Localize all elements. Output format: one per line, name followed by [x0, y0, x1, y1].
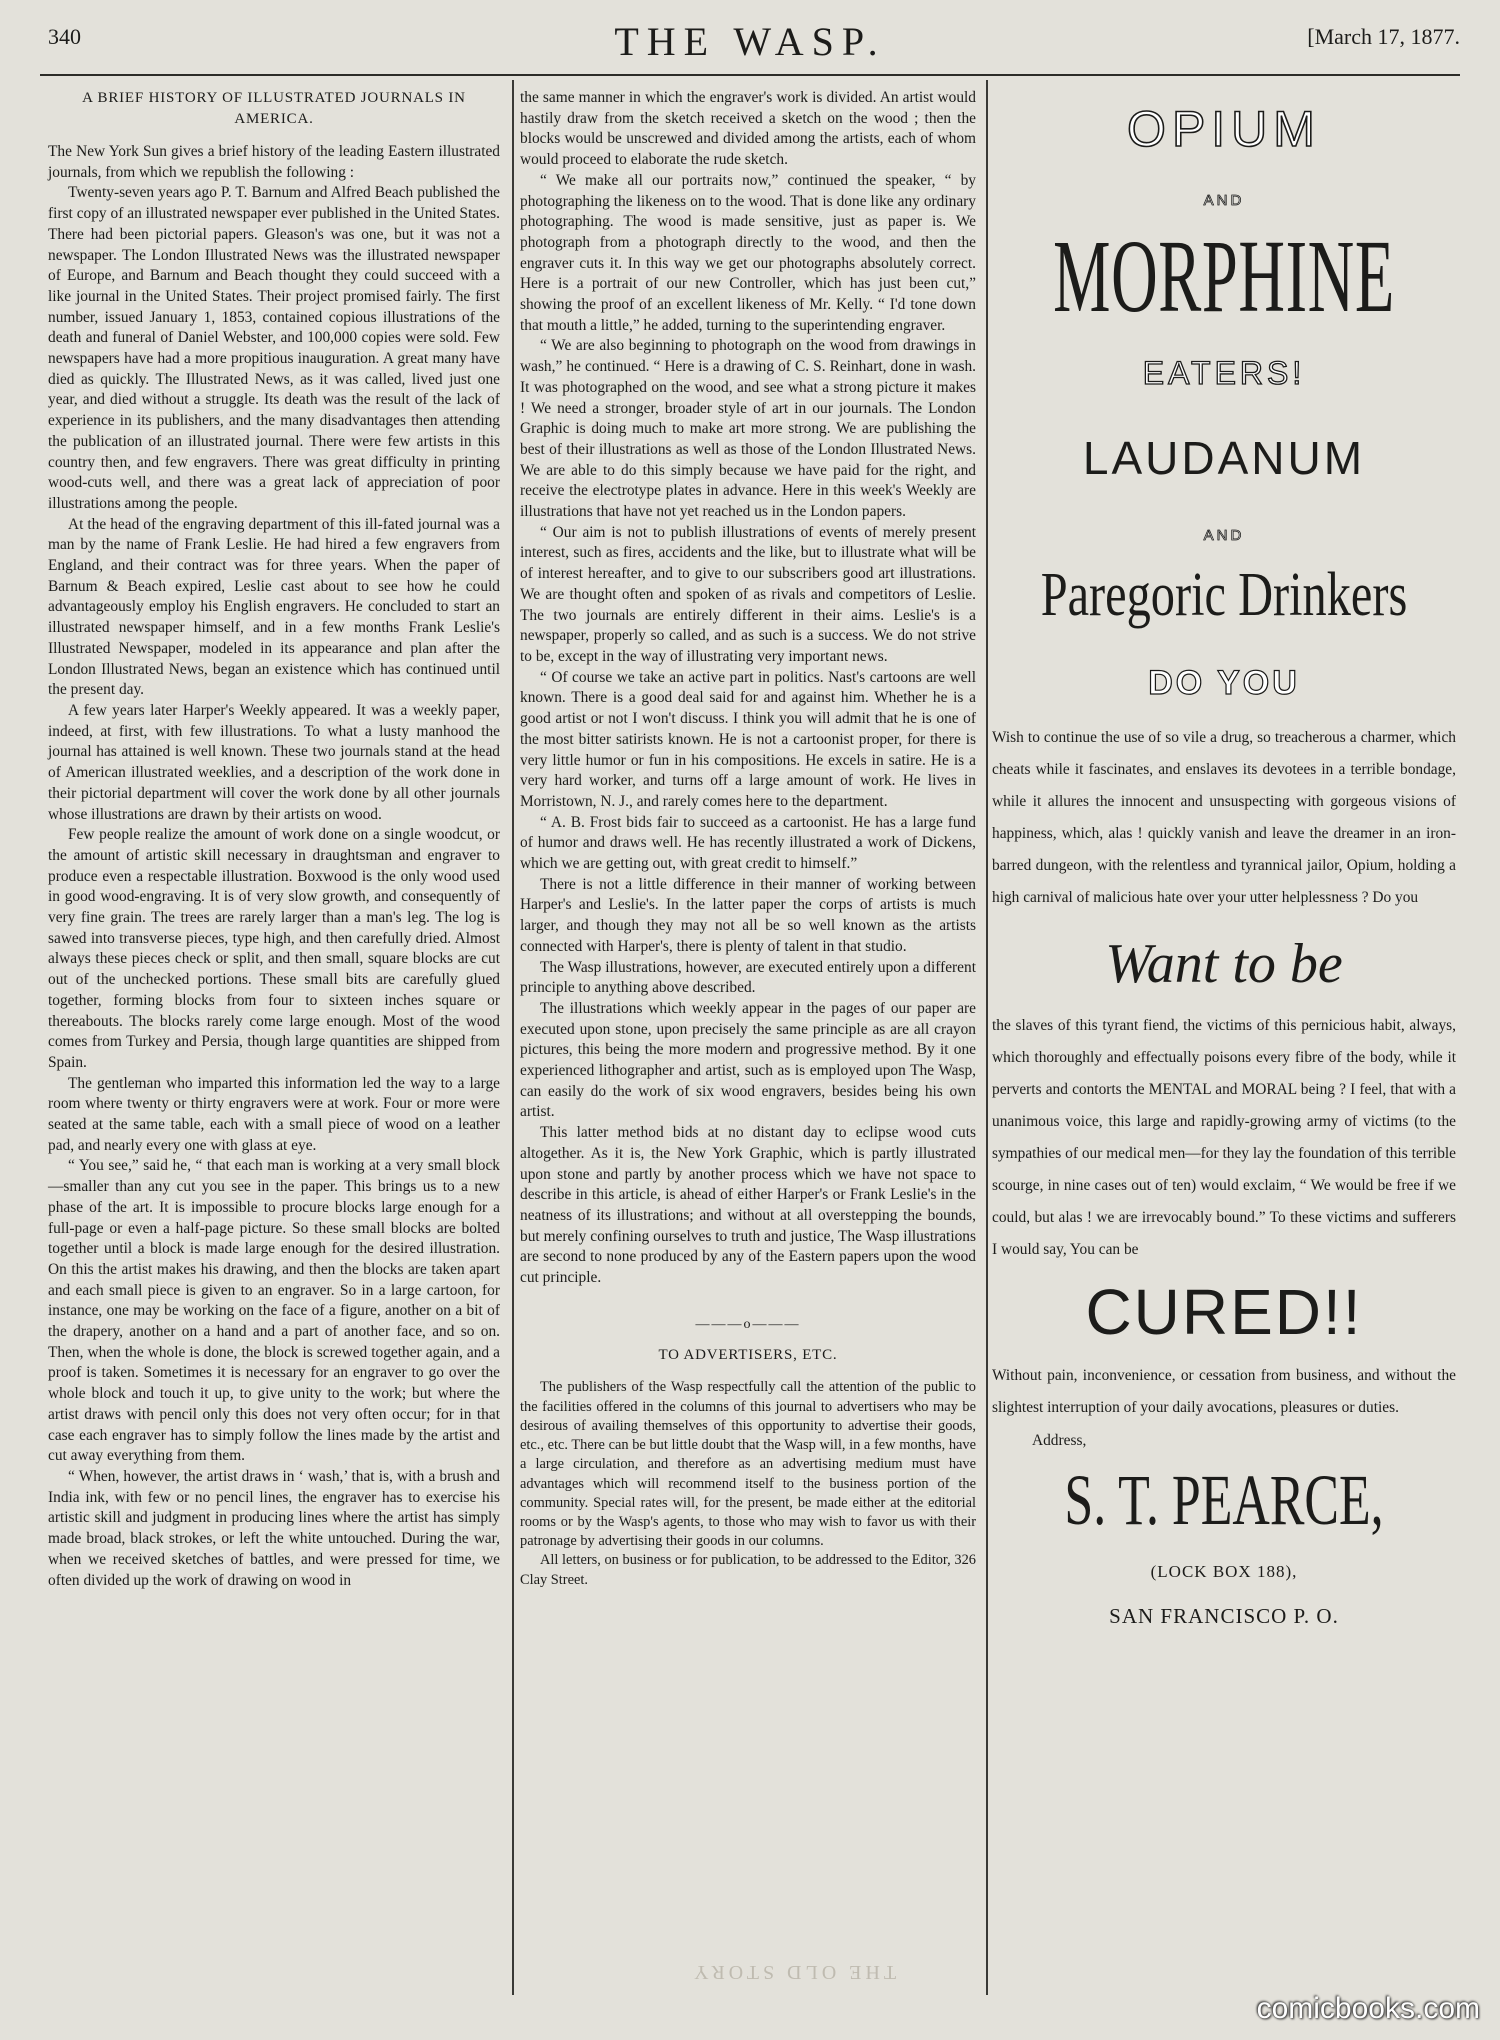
article-column-1: [48, 88, 500, 1591]
section-separator: ———o———: [695, 1316, 801, 1332]
article-title: A BRIEF HISTORY OF ILLUSTRATED JOURNALS IN AMERICA.: [82, 90, 466, 127]
article-paragraph: At the head of the engraving department of this ill-fated journal was a man by the name of Frank Leslie. He had hired a few engravers from England, and their contract was for three years. When the paper of Barnum & Beach expired, Leslie cast about to see how he could advantageously employ his English engravers. He concluded to start an illustrated newspaper himself, and in a few months Frank Leslie's Illustrated Newspaper, modeled in its appearance and plan after the London Illustrated News, began an existence which has continued until the present day.: [48, 515, 500, 699]
article-paragraph: The Wasp illustrations, however, are executed entirely upon a different principle to anything above described.: [520, 958, 976, 997]
faded-bleed-text: THE OLD STORY: [690, 1961, 897, 1983]
notice-title: TO ADVERTISERS, ETC.: [658, 1347, 838, 1364]
article-body-1: [48, 142, 500, 1591]
article-body-2: [520, 88, 976, 1289]
ad-address-label: Address,: [1032, 1432, 1087, 1449]
article-paragraph: “ You see,” said he, “ that each man is working at a very small block—smaller than any cut you see in the paper. This brings us to a new phase of the art. It is impossible to procure blocks large enough for a full-page or even a half-page picture. So these small blocks are bolted together until a block is made large enough for the desired illustration. On this the artist makes his drawing, and then the blocks are taken apart and each small piece is given to an engraver. So in a large cartoon, for instance, one may be working on the face of a figure, another on a bit of the drapery, another on a hand and a part of another face, and so on. Then, when the whole is done, the block is screwed together again, and a proof is taken. Sometimes it is necessary for an engraver to go over the whole block and touch it up, to give unity to the work; but where the artist draws with pencil only this does not very often occur; for in that case each engraver has to simply follow the lines made by the artist and cut away everything from them.: [48, 1157, 500, 1465]
advertisement: [992, 88, 1456, 1629]
ad-headline-do-you: DO YOU: [1148, 664, 1300, 702]
page-number: 340: [48, 24, 81, 49]
ad-headline-paregoric: Paregoric Drinkers: [1040, 561, 1408, 629]
article-paragraph: the same manner in which the engraver's work is divided. An artist would hastily draw from the sketch received a sketch on the wood ; then the blocks would be unscrewed and divided among the artists, each of whom would proceed to elaborate the rude sketch.: [520, 89, 976, 169]
ad-headline-eaters: EATERS!: [1142, 355, 1306, 391]
masthead: THE WASP.: [614, 19, 886, 64]
notice-paragraph: All letters, on business or for publication, to be addressed to the Editor, 326 Clay Street.: [520, 1552, 976, 1588]
article-paragraph: “ A. B. Frost bids fair to succeed as a cartoonist. He has a large fund of humor and draws well. He has recently illustrated a work of Dickens, which we are getting out, with great credit to himself.”: [520, 813, 976, 873]
page-header: [40, 18, 1460, 64]
notice-body: [520, 1378, 976, 1589]
ad-name: S. T. PEARCE,: [1064, 1460, 1384, 1540]
article-paragraph: “ Our aim is not to publish illustrations of events of merely present interest, such as fires, accidents and the like, but to illustrate what will be of interest hereafter, and to give to our subscribers good art illustrations. We are thought often and spoken of as rivals and competitors of Leslie. The two journals are entirely different in their aims. Leslie's is a newspaper, properly so called, and as such is a success. We do not strive to be, except in the way of illustrating very important news.: [520, 523, 976, 665]
ad-headline-cured: CURED!!: [1085, 1276, 1363, 1348]
ad-body-1: Wish to continue the use of so vile a drug, so treacherous a charmer, which cheats while it fascinates, and enslaves its devotees in a terrible bondage, while it allures the innocent and unsuspecting with gorgeous visions of happiness, which, alas ! quickly vanish and leave the dreamer in an iron-barred dungeon, with the relentless and tyrannical jailor, Opium, holding a high carnival of malicious hate over your utter helplessness ? Do you: [992, 729, 1456, 906]
ad-body-3: Without pain, inconvenience, or cessation from business, and without the slightest interruption of your daily avocations, pleasures or duties.: [992, 1367, 1456, 1416]
issue-date: [March 17, 1877.: [1307, 24, 1460, 49]
ad-and-1: AND: [1203, 192, 1245, 209]
column-rule-1: [512, 80, 514, 1995]
notice-paragraph: The publishers of the Wasp respectfully call the attention of the public to the facilities offered in the columns of this journal to advertisers who may be desirous of availing themselves of this opportunity to advertise their goods, etc., etc. There can be but little doubt that the Wasp will, in a few months, have a large circulation, and therefore as an advertising medium must have advantages which will recommend itself to the business portion of the community. Special rates will, for the present, be made either at the editorial rooms or by the Wasp's agents, to those who may wish to favor us with their patronage by advertising their goods in our columns.: [520, 1379, 976, 1550]
article-paragraph: The gentleman who imparted this information led the way to a large room where twenty or thirty engravers were at work. Four or more were seated at the same table, each with a small piece of wood on a leather pad, and nearly every one with glass at eye.: [48, 1074, 500, 1154]
ad-and-2: AND: [1203, 527, 1245, 544]
article-paragraph: The New York Sun gives a brief history of the leading Eastern illustrated journals, from which we republish the following :: [48, 143, 500, 181]
ad-headline-want-to-be: Want to be: [1105, 933, 1343, 995]
article-paragraph: This latter method bids at no distant day to eclipse wood cuts altogether. As it is, the New York Graphic, which is partly illustrated upon stone and partly by another process which we have not space to describe in this article, is ahead of either Harper's or Frank Leslie's in the neatness of its illustrations; and without at all overstepping the bounds, but merely confining ourselves to truth and justice, The Wasp illustrations are second to none produced by any of the Eastern papers upon the wood cut principle.: [520, 1124, 976, 1287]
article-paragraph: There is not a little difference in their manner of working between Harper's and Leslie's. In the latter paper the corps of artists is much larger, and though they may not all be so well known as the artists connected with Harper's, there is plenty of talent in that studio.: [520, 875, 976, 955]
article-paragraph: “ We are also beginning to photograph on the wood from drawings in wash,” he continued. “ Here is a drawing of C. S. Reinhart, done in wash. It was photographed on the wood, and see what a strong picture it makes ! We need a stronger, broader style of art in our journals. The London Graphic is doing much to make art more strong. We are publishing the best of their illustrations as well as those of the London Illustrated News. We are able to do this simply because we have paid for the right, and receive the electrotype plates in advance. Here in this week's Weekly are illustrations that have not yet reached us in the London papers.: [520, 337, 976, 521]
header-rule: [40, 74, 1460, 76]
article-paragraph: The illustrations which weekly appear in the pages of our paper are executed upon stone, upon precisely the same principle as are all crayon pictures, this being the more modern and progressive method. By it one experienced lithographer and artist, such as is employed upon The Wasp, can easily do the work of six wood engravers, besides being his own artist.: [520, 999, 976, 1121]
article-paragraph: “ Of course we take an active part in politics. Nast's cartoons are well known. There is a good deal said for and against him. Whether he is a good artist or not I won't discuss. I think you will admit that he is one of the most bitter satirists known. He is not a cartoonist proper, for there is very little humor or fun in his compositions. He excels in satire. He is a very hard worker, and turns off a large amount of work. He lives in Morristown, N. J., and rarely comes here to the department.: [520, 668, 976, 810]
article-paragraph: “ We make all our portraits now,” continued the speaker, “ by photographing the likeness on to the wood. That is done like any ordinary photographing. The wood is made sensitive, just as paper is. We photograph from a photograph directly to the wood, and then the engraver cuts it. In this way we get our photographs absolutely correct. Here is a portrait of our new Controller, which has just been cut,” showing the proof of an excellent likeness of Mr. Kelly. “ I'd tone down that mouth a little,” he added, turning to the superintending engraver.: [520, 171, 976, 334]
article-column-2: [520, 88, 976, 1590]
ad-headline-morphine: MORPHINE: [1053, 219, 1395, 334]
article-paragraph: Twenty-seven years ago P. T. Barnum and Alfred Beach published the first copy of an illustrated newspaper ever published in the United States. There had been pictorial papers. Gleason's was one, but it was not a newspaper. The London Illustrated News was the illustrated newspaper of Europe, and Barnum and Beach thought they could succeed with a like journal in the United States. Their project promised fairly. The first number, issued January 1, 1853, contained copious illustrations of the death and funeral of Daniel Webster, and 100,000 copies were sold. Few newspapers have had a more propitious inauguration. A great many have died as quickly. The Illustrated News, as it was called, lived just one year, and died without a struggle. Its death was the result of the lack of experience in its publishers, and the many disadvantages then attending the publication of an illustrated journal. There were few artists in this country then, and few engravers. There was great difficulty in printing wood-cuts well, and there was a great lack of appreciation of poor illustrations among the people.: [48, 184, 500, 512]
article-paragraph: “ When, however, the artist draws in ‘ wash,’ that is, with a brush and India ink, with few or no pencil lines, the engraver has to exercise his artistic skill and judgment in producing lines where the artist has simply made broad, black strokes, or left the white untouched. During the war, when we received sketches of battles, and were pressed for time, we often divided up the work of drawing on wood in: [48, 1468, 500, 1589]
article-paragraph: Few people realize the amount of work done on a single woodcut, or the amount of artistic skill necessary in draughtsman and engraver to produce even a respectable illustration. Boxwood is the only wood used in good wood-engraving. It is of very slow growth, and consequently of very fine grain. The trees are rarely larger than a man's leg. The log is sawed into transverse pieces, type high, and then carefully dried. Almost always these pieces check or split, and then small, square blocks are cut out of the unchecked portions. These small bits are carefully glued together, forming blocks from four to sixteen inches square or thereabouts. The blocks rarely come large enough. Most of the wood comes from Turkey and Persia, though large quantities are shipped from Spain.: [48, 826, 500, 1071]
ad-headline-laudanum: LAUDANUM: [1082, 432, 1366, 484]
article-paragraph: A few years later Harper's Weekly appeared. It was a weekly paper, indeed, at first, with few illustrations. To what a lusty manhood the journal has attained is well known. These two journals stand at the head of American illustrated weeklies, and a description of the work done in their pictorial department will cover the work done by all other journals whose illustrations are drawn by their artists on wood.: [48, 701, 500, 823]
ad-headline-opium: OPIUM: [1127, 101, 1321, 157]
column-rule-2: [986, 80, 988, 1995]
ad-city: SAN FRANCISCO P. O.: [1109, 1604, 1339, 1628]
site-watermark: comicbooks.com: [1256, 1992, 1480, 2025]
ad-body-2: the slaves of this tyrant fiend, the victims of this pernicious habit, always, which thoroughly and effectually poisons every fibre of the body, while it perverts and contorts the MENTAL and MORAL being ? I feel, that with a unanimous voice, this large and rapidly-growing army of victims (to the sympathies of our medical men—for they lay the foundation of this terrible scourge, in nine cases out of ten) would exclaim, “ We would be free if we could, but alas ! we are irrevocably bound.” To these victims and sufferers I would say, You can be: [992, 1017, 1456, 1258]
ad-lock-box: (LOCK BOX 188),: [1150, 1562, 1298, 1581]
